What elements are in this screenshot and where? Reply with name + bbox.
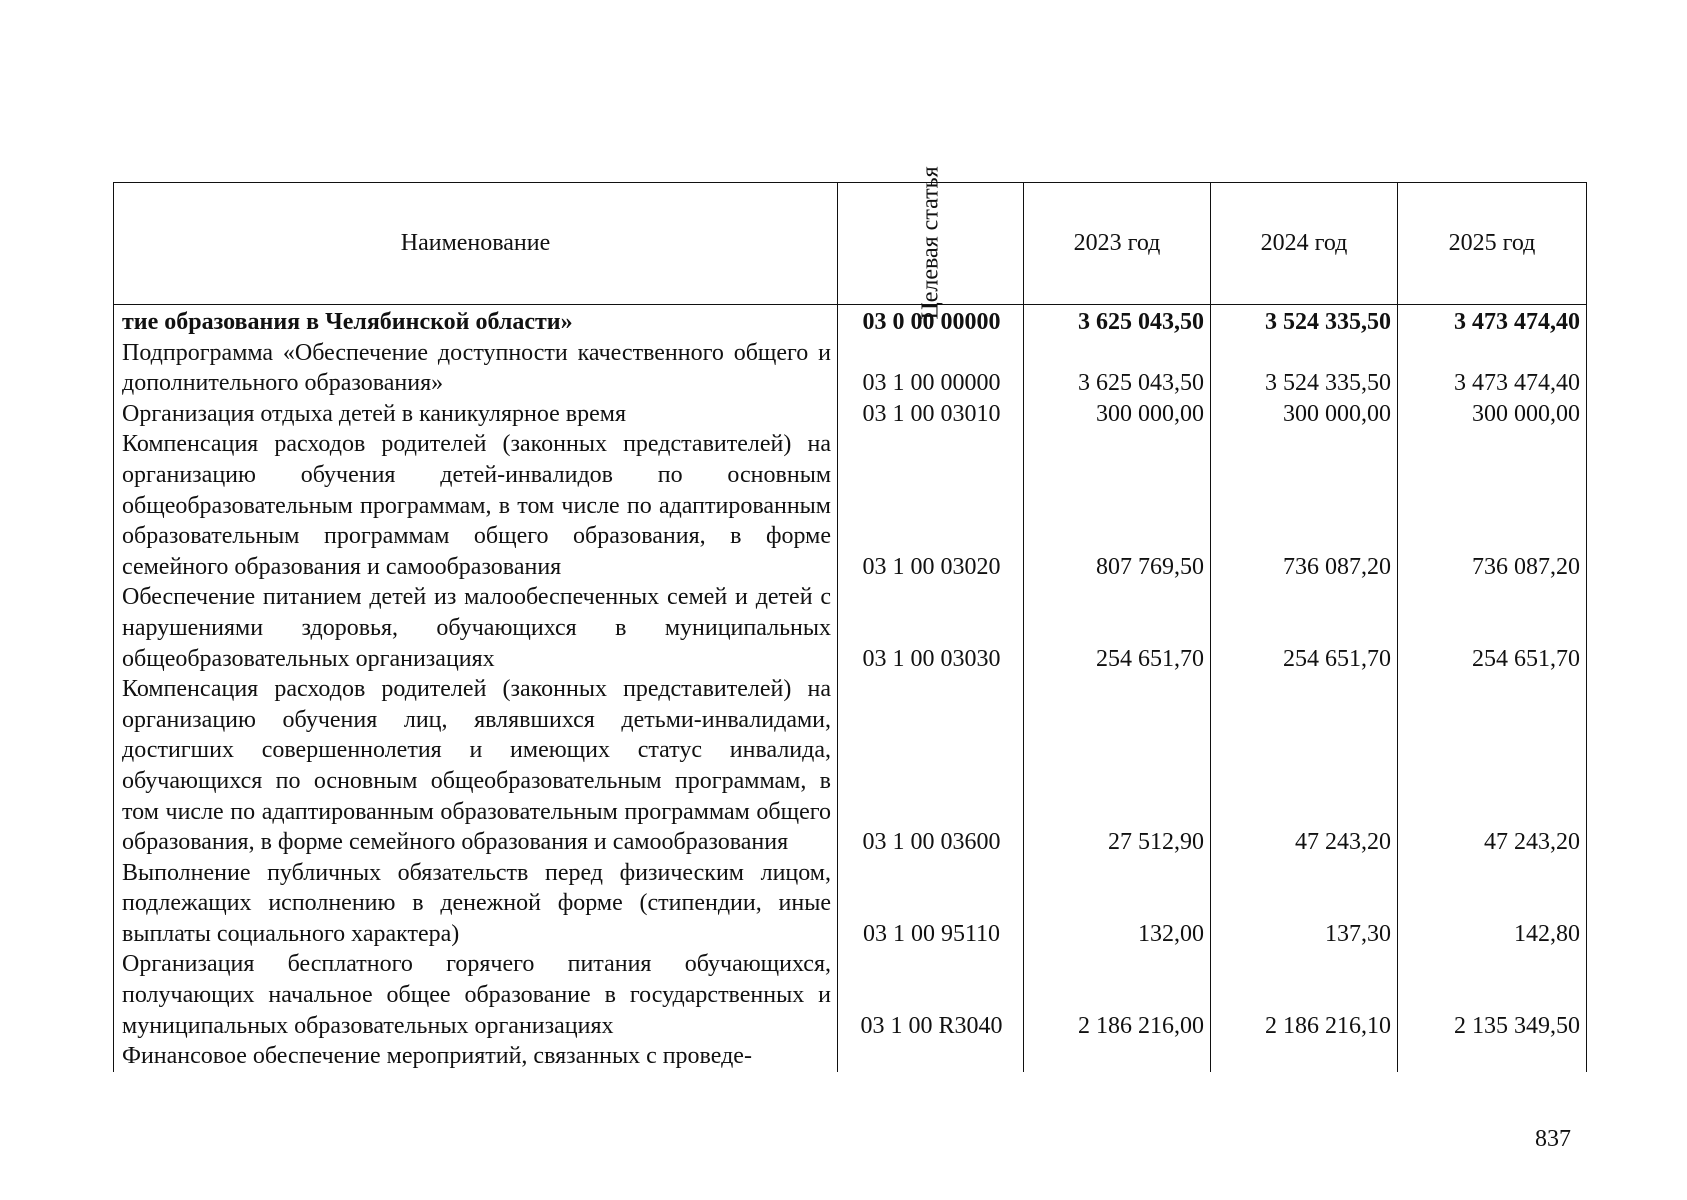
page-number: 837 — [1535, 1126, 1571, 1152]
table-row — [114, 858, 1587, 950]
row-2023 — [1024, 1041, 1211, 1072]
row-2024: 3 524 335,50 — [1211, 338, 1398, 399]
header-name: Наименование — [114, 183, 838, 305]
row-name: Организация отдыха детей в каникулярное время — [114, 399, 838, 430]
row-code: 03 0 00 00000 — [838, 305, 1024, 338]
header-code — [838, 166, 1024, 320]
row-2023: 3 625 043,50 — [1024, 338, 1211, 399]
row-2024: 3 524 335,50 — [1211, 305, 1398, 338]
table-row — [114, 582, 1587, 674]
row-name: Организация бесплатного горячего питания обучающихся, получающих начальное общее образование в государственных и муниципальных образовательных организациях — [114, 949, 838, 1041]
row-name: Обеспечение питанием детей из малообеспеченных семей и детей с нарушениями здоровья, обучающихся в муниципальных общеобразовательных организациях — [114, 582, 838, 674]
table-row — [114, 399, 1587, 430]
row-2023: 3 625 043,50 — [1024, 305, 1211, 338]
row-2023: 300 000,00 — [1024, 399, 1211, 430]
row-name: тие образования в Челябинской области» — [114, 305, 838, 338]
row-2025 — [1398, 1041, 1587, 1072]
table-header-row — [114, 183, 1587, 305]
row-code: 03 1 00 95110 — [838, 858, 1024, 950]
row-code: 03 1 00 03030 — [838, 582, 1024, 674]
row-code: 03 1 00 03020 — [838, 429, 1024, 582]
row-code: 03 1 00 03010 — [838, 399, 1024, 430]
row-2023: 254 651,70 — [1024, 582, 1211, 674]
row-2025: 47 243,20 — [1398, 674, 1587, 858]
row-2023: 2 186 216,00 — [1024, 949, 1211, 1041]
row-code: 03 1 00 03600 — [838, 674, 1024, 858]
row-2024: 2 186 216,10 — [1211, 949, 1398, 1041]
row-name: Подпрограмма «Обеспечение доступности качественного общего и дополнительного образования» — [114, 338, 838, 399]
row-2024: 254 651,70 — [1211, 582, 1398, 674]
table-row — [114, 305, 1587, 338]
table-row — [114, 429, 1587, 582]
row-2023: 132,00 — [1024, 858, 1211, 950]
row-2025: 300 000,00 — [1398, 399, 1587, 430]
budget-table — [113, 166, 1587, 1072]
header-2024: 2024 год — [1211, 183, 1398, 305]
row-code: 03 1 00 R3040 — [838, 949, 1024, 1041]
row-2024: 137,30 — [1211, 858, 1398, 950]
header-2025: 2025 год — [1398, 183, 1587, 305]
row-name: Компенсация расходов родителей (законных представителей) на организацию обучения детей-инвалидов по основным общеобразовательным программам, в том числе по адаптированным образовательным программам общего образования, в форме семейного образования и самообразования — [114, 429, 838, 582]
row-2025: 254 651,70 — [1398, 582, 1587, 674]
row-2025: 2 135 349,50 — [1398, 949, 1587, 1041]
row-2023: 27 512,90 — [1024, 674, 1211, 858]
table-row — [114, 949, 1587, 1041]
row-2024: 300 000,00 — [1211, 399, 1398, 430]
header-2023: 2023 год — [1024, 183, 1211, 305]
header-code-label: Целевая статья — [917, 166, 944, 320]
row-name: Финансовое обеспечение мероприятий, связанных с проведе- — [114, 1041, 838, 1072]
row-2025: 3 473 474,40 — [1398, 305, 1587, 338]
row-2023: 807 769,50 — [1024, 429, 1211, 582]
row-2025: 142,80 — [1398, 858, 1587, 950]
row-2025: 736 087,20 — [1398, 429, 1587, 582]
table-row — [114, 338, 1587, 399]
row-2024: 736 087,20 — [1211, 429, 1398, 582]
table-row — [114, 674, 1587, 858]
row-name: Компенсация расходов родителей (законных представителей) на организацию обучения лиц, являвшихся детьми-инвалидами, достигших совершеннолетия и имеющих статус инвалида, обучающихся по основным общеобразовательным программам, в том числе по адаптированным образовательным программам общего образования, в форме семейного образования и самообразования — [114, 674, 838, 858]
row-2025: 3 473 474,40 — [1398, 338, 1587, 399]
row-code: 03 1 00 00000 — [838, 338, 1024, 399]
table-row — [114, 1041, 1587, 1072]
row-code — [838, 1041, 1024, 1072]
row-2024 — [1211, 1041, 1398, 1072]
row-name: Выполнение публичных обязательств перед физическим лицом, подлежащих исполнению в денежной форме (стипендии, иные выплаты социального характера) — [114, 858, 838, 950]
row-2024: 47 243,20 — [1211, 674, 1398, 858]
